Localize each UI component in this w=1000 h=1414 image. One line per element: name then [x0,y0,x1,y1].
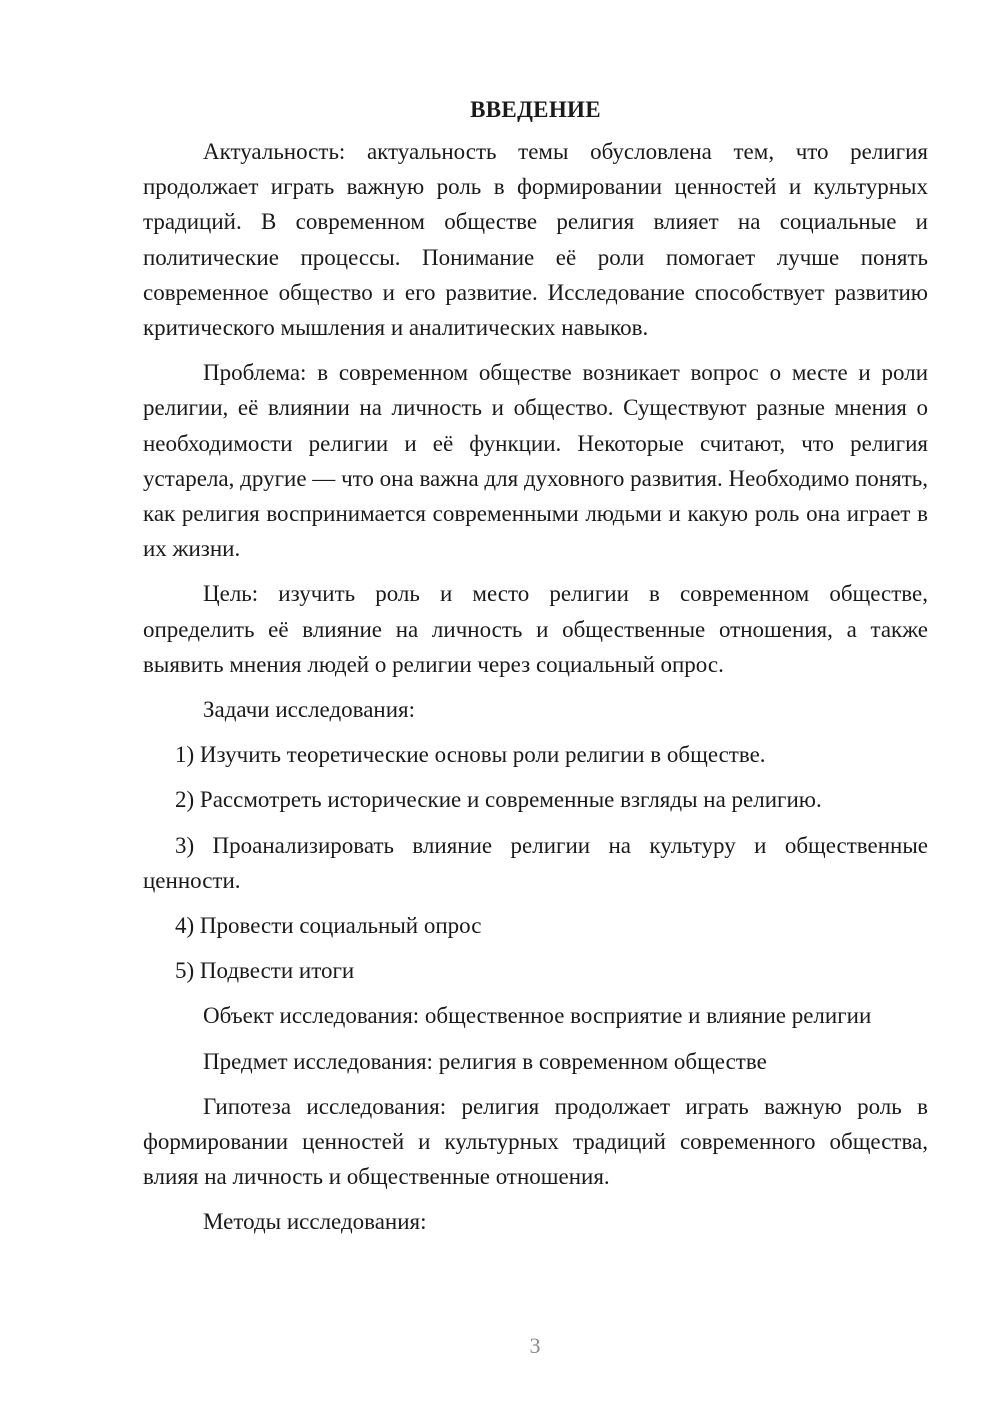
page-content [143,95,928,1250]
task-item-2: 2) Рассмотреть исторические и современные взгляды на религию. [175,787,822,813]
paragraph-object: Объект исследования: общественное восприятие и влияние религии [203,1003,872,1029]
paragraph-relevance: Актуальность: актуальность темы обусловлена тем, что религия продолжает играть важную роль в формировании ценностей и культурных традиций. В современном обществе религия влияет на социальные и политические процессы. Понимание её роли помогает лучше понять современное общество и его развитие. Исследование способствует развитию критического мышления и аналитических навыков. [143,139,928,341]
task-item-5: 5) Подвести итоги [175,958,355,984]
paragraph-problem: Проблема: в современном обществе возникает вопрос о месте и роли религии, её влиянии на личность и общество. Существуют разные мнения о необходимости религии и её функции. Некоторые считают, что религия устарела, другие — что она важна для духовного развития. Необходимо понять, как религия воспринимается современными людьми и какую роль она играет в их жизни. [143,360,928,562]
tasks-heading: Задачи исследования: [203,697,416,723]
paragraph-subject: Предмет исследования: религия в современном обществе [203,1048,767,1074]
methods-heading: Методы исследования: [203,1209,427,1235]
task-item-3: 3) Проанализировать влияние религии на культуру и общественные ценности. [143,832,928,893]
section-title: ВВЕДЕНИЕ [470,97,601,122]
task-item-4: 4) Провести социальный опрос [175,913,482,939]
paragraph-hypothesis: Гипотеза исследования: религия продолжает играть важную роль в формировании ценностей и культурных традиций современного общества, влияя на личность и общественные отношения. [143,1093,928,1190]
task-item-1: 1) Изучить теоретические основы роли религии в обществе. [175,742,766,768]
paragraph-goal: Цель: изучить роль и место религии в современном обществе, определить её влияние на личность и общественные отношения, а также выявить мнения людей о религии через социальный опрос. [143,581,928,677]
page-number: 3 [529,1333,541,1358]
